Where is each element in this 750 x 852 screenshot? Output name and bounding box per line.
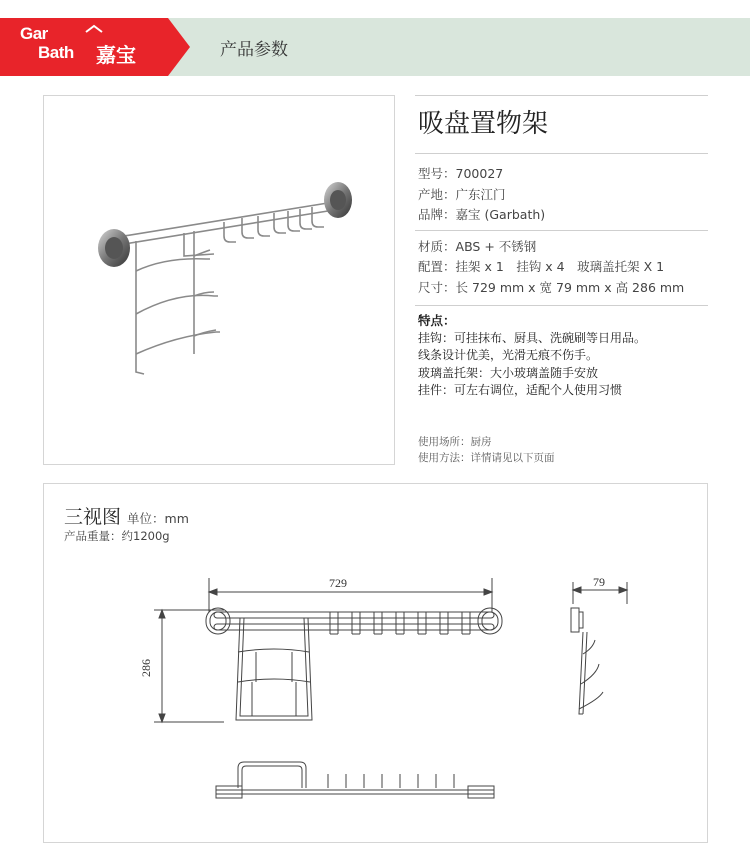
divider — [415, 153, 708, 154]
three-view-heading: 三视图 — [64, 506, 122, 528]
config-row — [415, 257, 708, 278]
page-title: 产品参数 — [220, 40, 288, 60]
features-list — [415, 312, 708, 400]
origin-row — [415, 185, 708, 206]
rack-illustration — [44, 96, 394, 464]
brand-value: 嘉宝 (Garbath) — [455, 207, 546, 222]
model-label: 型号： — [418, 166, 456, 181]
usage-method: 使用方法：详情请见以下页面 — [418, 451, 555, 464]
material-row — [415, 237, 708, 258]
config-label: 配置： — [418, 259, 456, 274]
usage-info — [415, 434, 708, 466]
header-bar — [0, 18, 750, 76]
origin-label: 产地： — [418, 186, 456, 202]
feature-item: 挂件：可左右调位，适配个人使用习惯 — [418, 383, 623, 397]
brand-logo[interactable] — [0, 18, 190, 76]
divider — [415, 230, 708, 231]
product-photo — [43, 95, 395, 465]
feature-item: 玻璃盖托架：大小玻璃盖随手安放 — [418, 365, 599, 380]
product-name: 吸盘置物架 — [418, 109, 549, 139]
logo-line2: Bath — [38, 43, 74, 62]
size-row — [415, 278, 708, 299]
brand-label: 品牌： — [418, 207, 456, 222]
model-value: 700027 — [455, 166, 504, 181]
features-title: 特点： — [418, 313, 456, 328]
feature-item: 线条设计优美，光滑无痕不伤手。 — [418, 348, 599, 362]
logo-chinese: 嘉宝 — [96, 43, 136, 67]
three-view-title — [64, 502, 189, 529]
dim-height: 286 — [139, 659, 153, 677]
logo-line1: Gar — [20, 24, 48, 43]
feature-item: 挂钩：可挂抹布、厨具、洗碗刷等日用品。 — [418, 330, 647, 345]
dim-length: 729 — [329, 576, 347, 590]
dim-width: 79 — [593, 575, 605, 589]
brand-row — [415, 205, 708, 226]
material-value: ABS + 不锈钢 — [455, 238, 537, 254]
size-value: 长 729 mm x 宽 79 mm x 高 286 mm — [455, 279, 685, 295]
model-row — [415, 164, 708, 185]
divider — [415, 95, 708, 96]
material-label: 材质： — [418, 238, 456, 254]
divider — [415, 305, 708, 306]
size-label: 尺寸： — [418, 279, 456, 295]
unit-label: 单位：mm — [127, 511, 189, 526]
top-view-drawing — [204, 754, 504, 804]
side-view-drawing — [549, 574, 639, 724]
config-value: 挂架 x 1 挂钩 x 4 玻璃盖托架 X 1 — [455, 259, 665, 274]
three-view-panel — [43, 483, 708, 843]
front-view-drawing — [139, 572, 514, 732]
product-info — [415, 95, 708, 466]
weight-label: 产品重量：约1200g — [64, 529, 170, 543]
usage-place: 使用场所：厨房 — [418, 435, 492, 448]
origin-value: 广东江门 — [455, 186, 506, 202]
